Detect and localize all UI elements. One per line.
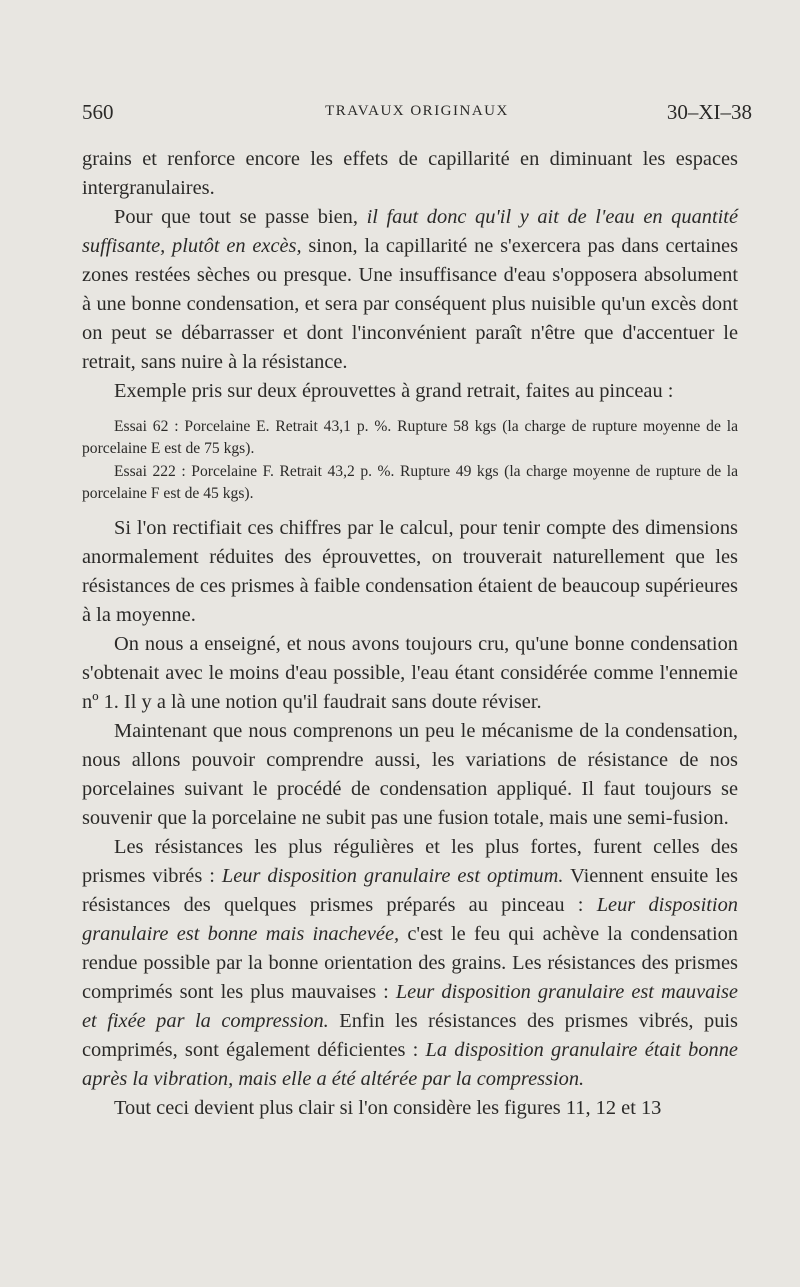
header-date: 30–XI–38 [666, 100, 752, 124]
running-title: TRAVAUX ORIGINAUX [325, 103, 509, 119]
paragraph-2-text-c: sinon, la capillarité ne s'exercera pas dans certaines zones restées sèches ou presque. Une insuffisance d'eau s'opposera absolument à une bonne condensation, et sera par conséquent plus nuisible qu'un excès dont on peut se débarrasser et dont l'inconvénient paraît n'être que d'accentuer le retrait, sans nuire à la résistance. [82, 235, 739, 373]
paragraph-2 [82, 203, 738, 377]
p7-g: Enfin les résistances des prismes vibrés, puis comprimés, sont également déficientes : [82, 1010, 738, 1061]
p7-a: Les résistances les plus régulières et les plus fortes, furent celles des prismes vibrés : [82, 836, 738, 887]
paragraph-2-italic: il faut donc qu'il y ait de l'eau en quantité suffisante, plutôt en excès, [82, 206, 739, 257]
essai-block [82, 416, 738, 504]
p7-d: Leur disposition granulaire est bonne mais inachevée, [82, 894, 738, 945]
paragraph-6: Maintenant que nous comprenons un peu le mécanisme de la condensation, nous allons pouvoir comprendre aussi, les variations de résistance de nos porcelaines suivant le procédé de condensation appliqué. Il faut toujours se souvenir que la porcelaine ne subit pas une fusion totale, mais une semi-fusion. [82, 720, 738, 829]
p7-e: c'est le feu qui achève la condensation rendue possible par la bonne orientation des grains. Les résistances des prismes comprimés sont les plus mauvaises : [82, 923, 738, 1003]
paragraph-5: On nous a enseigné, et nous avons toujours cru, qu'une bonne condensation s'obtenait avec le moins d'eau possible, l'eau étant considérée comme l'ennemie nº 1. Il y a là une notion qu'il faudrait sans doute réviser. [82, 633, 738, 713]
page-number: 560 [82, 100, 114, 124]
paragraph-7 [82, 833, 738, 1094]
p7-f: Leur disposition granulaire est mauvaise et fixée par la compression. [82, 981, 738, 1032]
paragraph-8: Tout ceci devient plus clair si l'on considère les figures 11, 12 et 13 [114, 1097, 662, 1119]
essai-62: Essai 62 : Porcelaine E. Retrait 43,1 p. %. Rupture 58 kgs (la charge de rupture moyenne de la porcelaine E est de 75 kgs). [82, 418, 738, 457]
p7-c: Viennent ensuite les résistances des quelques prismes préparés au pinceau : [82, 865, 738, 916]
p7-b: Leur disposition granulaire est optimum. [221, 865, 564, 887]
page-body [82, 145, 738, 1123]
paragraph-4: Si l'on rectifiait ces chiffres par le calcul, pour tenir compte des dimensions anormalement réduites des éprouvettes, on trouverait naturellement que les résistances de ces prismes à faible condensation étaient de beaucoup supérieures à la moyenne. [82, 517, 738, 626]
paragraph-3: Exemple pris sur deux éprouvettes à grand retrait, faites au pinceau : [114, 380, 674, 402]
running-header [82, 100, 752, 130]
paragraph-1: grains et renforce encore les effets de capillarité en diminuant les espaces intergranulaires. [82, 148, 738, 199]
essai-222: Essai 222 : Porcelaine F. Retrait 43,2 p. %. Rupture 49 kgs (la charge moyenne de rupture de la porcelaine F est de 45 kgs). [82, 463, 738, 502]
p7-h: La disposition granulaire était bonne après la vibration, mais elle a été altérée par la compression. [82, 1039, 738, 1090]
paragraph-2-text-a: Pour que tout se passe bien, [114, 206, 367, 228]
